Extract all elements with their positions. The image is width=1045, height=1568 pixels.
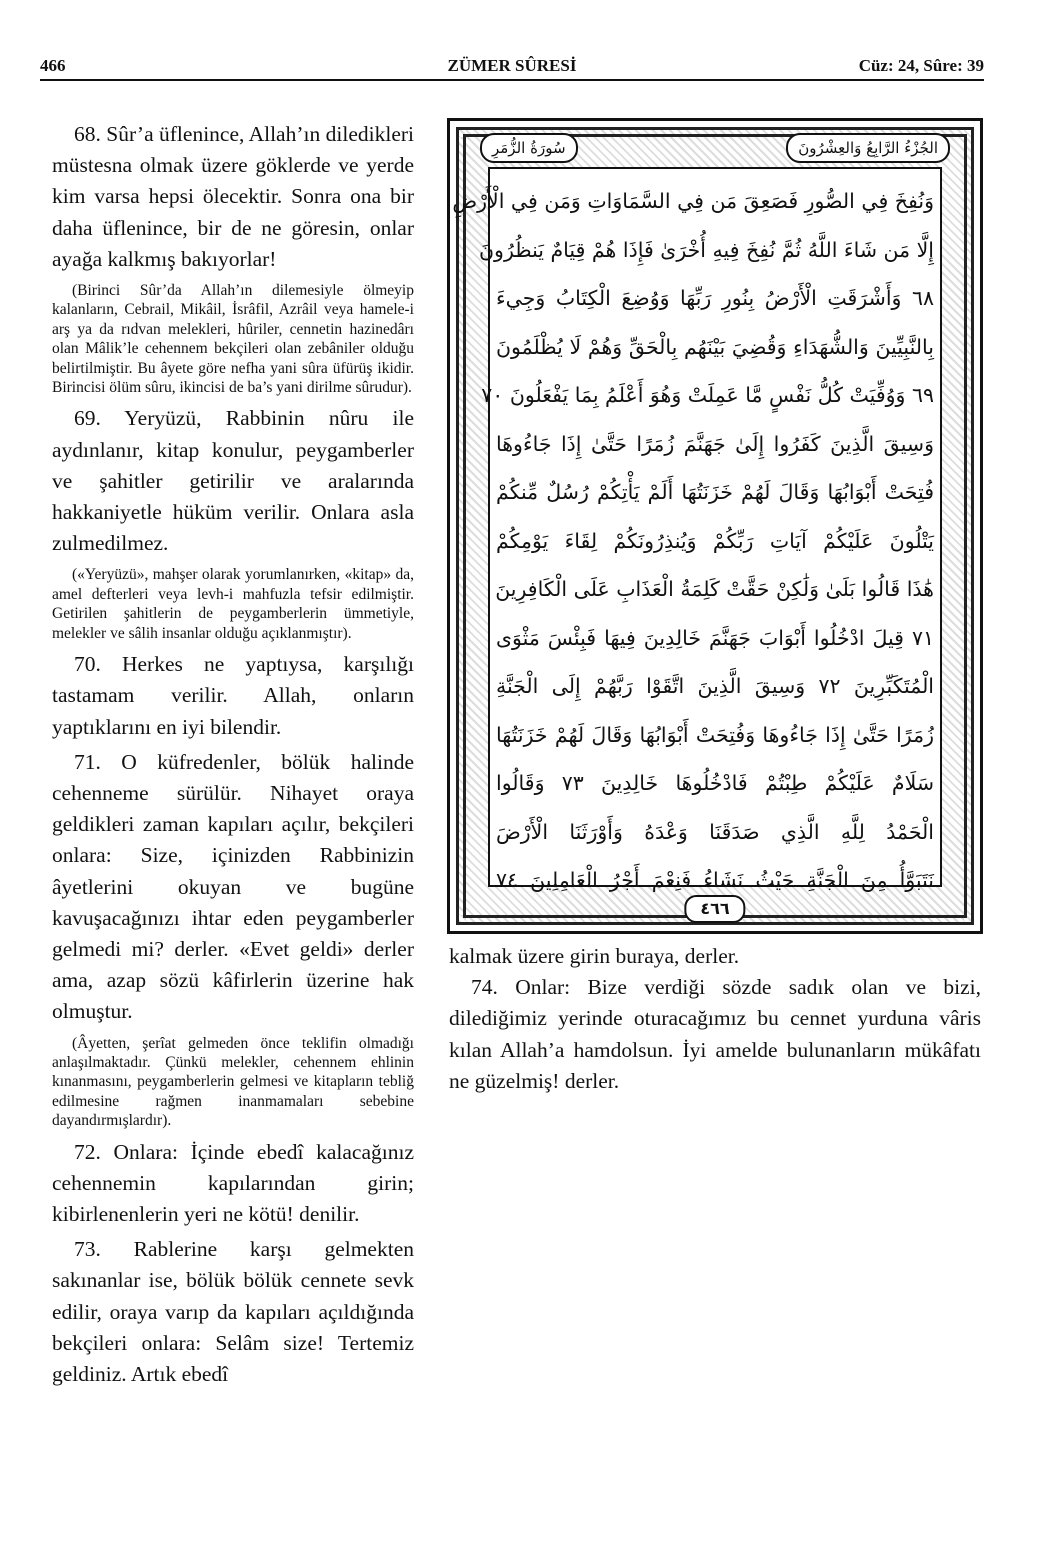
mushaf-page-image bbox=[447, 118, 983, 934]
right-column bbox=[449, 941, 981, 1097]
arabic-line: إِلَّا مَن شَاءَ اللَّهُ ثُمَّ نُفِخَ فِيهِ أُخْرَىٰ فَإِذَا هُمْ قِيَامٌ يَنظُرُونَ bbox=[478, 237, 934, 262]
verse-73: 73. Rablerine karşı gelmekten sakınanlar ise, bölük bölük cennete sevk edilir, oraya varıp da kapıları açıldığında bekçileri onlara: Selâm size! Tertemiz geldiniz. Artık ebedî bbox=[52, 1237, 414, 1386]
note-71: (Âyetten, şerîat gelmeden önce teklifin olmadığı anlaşılmaktadır. Çünkü melekler, cehennem ehlinin kınanmasını, peygamberlerin gelmesi ve kitapların tebliğ edilmesine rağmen inanmamaları sebebine dayandırmışlardır). bbox=[52, 1034, 414, 1130]
arabic-line: وَسِيقَ الَّذِينَ كَفَرُوا إِلَىٰ جَهَنَّمَ زُمَرًا حَتَّىٰ إِذَا جَاءُوهَا bbox=[496, 431, 934, 456]
sura-cartouche: سُورَةُ الزُّمَرِ bbox=[480, 133, 578, 163]
verse-74: 74. Onlar: Bize verdiği sözde sadık olan ve bizi, dilediğimiz yerinde oturacağımız bu cennet yurduna vâris kılan Allah’a hamdolsun. İyi amelde bulunanların mükâfatı ne güzelmiş! derler. bbox=[449, 975, 981, 1093]
verse-73-continued: kalmak üzere girin buraya, derler. bbox=[449, 944, 740, 968]
arabic-line: ٦٨ وَأَشْرَقَتِ الْأَرْضُ بِنُورِ رَبِّهَا وَوُضِعَ الْكِتَابُ وَجِيءَ bbox=[496, 286, 934, 310]
verse-72: 72. Onlara: İçinde ebedî kalacağınız cehennemin kapılarından girin; kibirlenenlerin yeri ne kötü! denilir. bbox=[52, 1139, 414, 1226]
arabic-line: ٧١ قِيلَ ادْخُلُوا أَبْوَابَ جَهَنَّمَ خَالِدِينَ فِيهَا فَبِئْسَ مَثْوَى bbox=[496, 625, 934, 650]
verse-68: 68. Sûr’a üflenince, Allah’ın diledikleri müstesna olmak üzere göklerde ve yerde kim varsa hepsi ölecektir. Sonra ona bir daha üflenince, bir de ne göresin, onlar ayağa kalkmış bakıyorlar! bbox=[52, 122, 414, 271]
page-header bbox=[40, 52, 984, 78]
arabic-line: بِالنَّبِيِّينَ وَالشُّهَدَاءِ وَقُضِيَ بَيْنَهُم بِالْحَقِّ وَهُمْ لَا يُظْلَمُونَ bbox=[496, 334, 934, 359]
header-rule bbox=[40, 79, 984, 81]
verse-69: 69. Yeryüzü, Rabbinin nûru ile aydınlanır, kitap konulur, peygamberler ve şahitler getirilir ve aralarında hakkaniyetle hüküm verilir. Onlara asla zulmedilmez. bbox=[52, 406, 414, 556]
note-68: (Birinci Sûr’da Allah’ın dilemesiyle ölmeyip kalanların, Cebrail, Mikâil, İsrâfil, Azrâil veya hamele-i arş ya da rıdvan melekleri, hûriler, cennetin hazinedârı olan Mâlik’le cehennem bekçileri olan zebâniler olduğu belirtilmiştir. Bu âyete göre nefha yani sûra üfürüş ikidir. Birincisi ölüm sûru, ikincisi de ba’s yani dirilme sûrudur). bbox=[52, 282, 414, 397]
verse-70: 70. Herkes ne yaptıysa, karşılığı tastamam verilir. Allah, onların yaptıklarını en iyi bilendir. bbox=[52, 652, 414, 739]
arabic-line: فُتِحَتْ أَبْوَابُهَا وَقَالَ لَهُمْ خَزَنَتُهَا أَلَمْ يَأْتِكُمْ رُسُلٌ مِّنكُمْ bbox=[496, 480, 934, 504]
arabic-text-block bbox=[452, 167, 942, 892]
arabic-line: سَلَامٌ عَلَيْكُمْ طِبْتُمْ فَادْخُلُوهَا خَالِدِينَ ٧٣ وَقَالُوا bbox=[496, 771, 935, 795]
note-69: («Yeryüzü», mahşer olarak yorumlanırken, «kitap» da, amel defterleri veya levh-i mahfuzla tefsir edilmiştir. Getirilen şahitlerin de peygamberlerin ümmetiyle, melekler ve sâlih insanlar olduğu açıklanmıştır). bbox=[52, 566, 414, 642]
arabic-line: زُمَرًا حَتَّىٰ إِذَا جَاءُوهَا وَفُتِحَتْ أَبْوَابُهَا وَقَالَ لَهُمْ خَزَنَتُهَا bbox=[496, 722, 934, 747]
page-title: ZÜMER SÛRESİ bbox=[447, 56, 577, 75]
mushaf-bottom-band bbox=[470, 893, 960, 923]
verse-71: 71. O küfredenler, bölük halinde cehenneme sürülür. Nihayet oraya geldikleri zaman kapıları açılır, bekçileri onlara: Size, içinizden Rabbinizin âyetlerini okuyan ve bugüne kavuşacağınızı ihtar eden peygamberler gelmedi mi? derler. «Evet geldi» derler ama, azap sözü kâfirlerin üzerine hak olmuştur. bbox=[52, 749, 414, 1024]
arabic-line: يَتْلُونَ عَلَيْكُمْ آيَاتِ رَبِّكُمْ وَيُنذِرُونَكُمْ لِقَاءَ يَوْمِكُمْ bbox=[496, 528, 934, 553]
page-number: 466 bbox=[40, 56, 66, 75]
arabic-line: الْمُتَكَبِّرِينَ ٧٢ وَسِيقَ الَّذِينَ اتَّقَوْا رَبَّهُمْ إِلَى الْجَنَّةِ bbox=[496, 674, 935, 698]
arabic-line: نَتَبَوَّأُ مِنَ الْجَنَّةِ حَيْثُ نَشَاءُ فَنِعْمَ أَجْرُ الْعَامِلِينَ ٧٤ bbox=[496, 868, 934, 892]
arabic-line: وَنُفِخَ فِي الصُّورِ فَصَعِقَ مَن فِي السَّمَاوَاتِ وَمَن فِي الْأَرْضِ bbox=[452, 189, 934, 213]
juz-sura-label: Cüz: 24, Sûre: 39 bbox=[858, 56, 984, 75]
arabic-line: الْحَمْدُ لِلَّهِ الَّذِي صَدَقَنَا وَعْدَهُ وَأَوْرَثَنَا الْأَرْضَ bbox=[496, 819, 934, 844]
arabic-page-number: ٤٦٦ bbox=[684, 895, 745, 923]
left-column bbox=[52, 119, 414, 1394]
mushaf-top-band bbox=[470, 131, 960, 163]
arabic-line: ٦٩ وَوُفِّيَتْ كُلُّ نَفْسٍ مَّا عَمِلَتْ وَهُوَ أَعْلَمُ بِمَا يَفْعَلُونَ ٧٠ bbox=[481, 383, 934, 407]
juz-cartouche: الجُزْءُ الرَّابِعُ وَالعِشْرُونَ bbox=[786, 133, 950, 163]
arabic-line: هَٰذَا قَالُوا بَلَىٰ وَلَٰكِنْ حَقَّتْ كَلِمَةُ الْعَذَابِ عَلَى الْكَافِرِينَ bbox=[495, 577, 934, 601]
